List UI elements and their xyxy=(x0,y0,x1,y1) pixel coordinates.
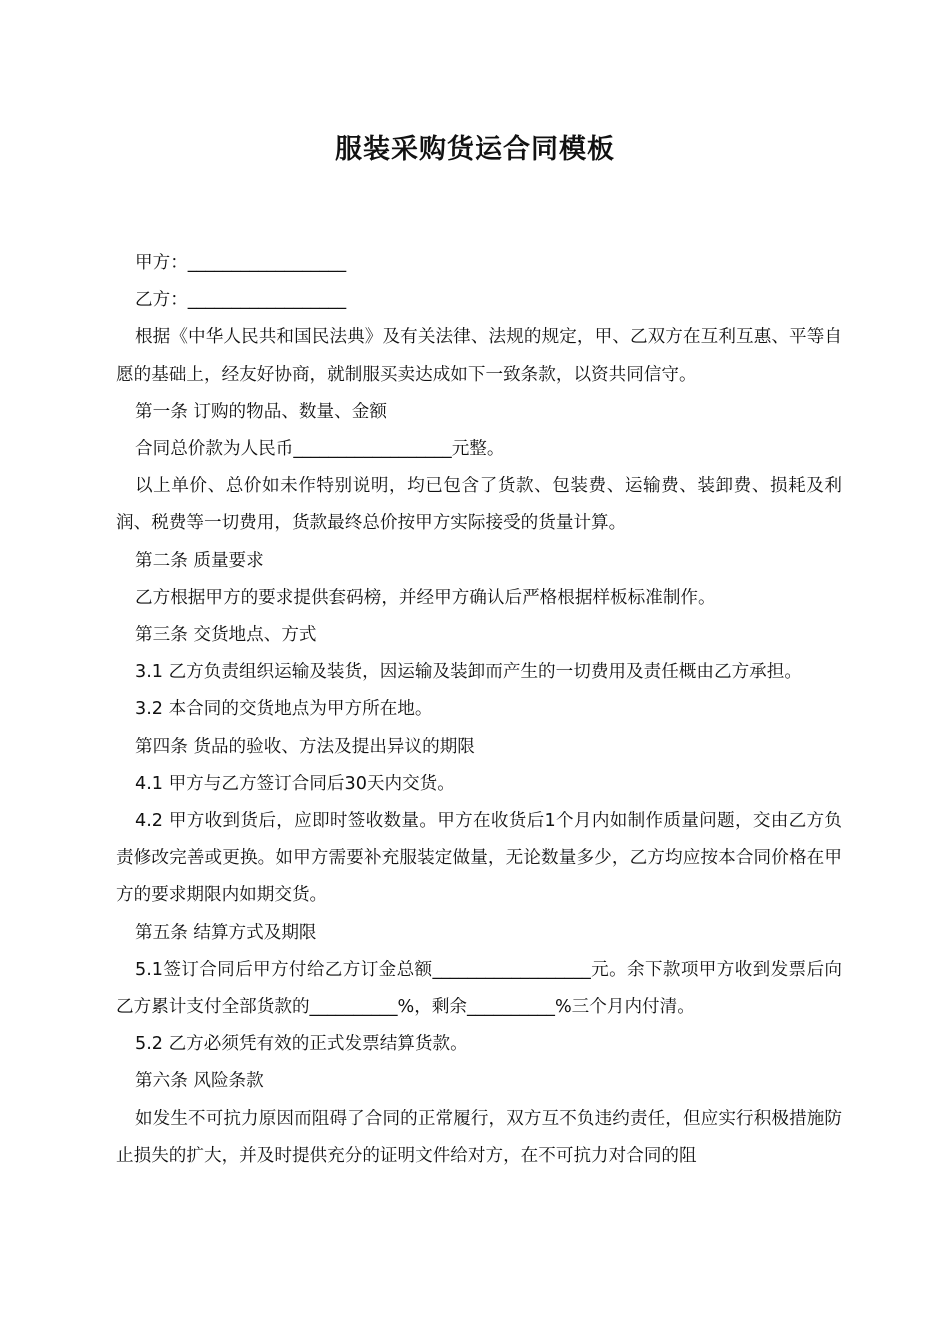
article-4-heading: 第四条 货品的验收、方法及提出异议的期限 xyxy=(135,736,475,757)
force-majeure-paragraph: 如发生不可抗力原因而阻碍了合同的正常履行，双方互不负违约责任，但应实行积极措施防止损失的扩大，并及时提供充分的证明文件给对方，在不可抗力对合同的阻 xyxy=(116,1108,842,1166)
quality-requirement-paragraph: 乙方根据甲方的要求提供套码榜，并经甲方确认后严格根据样板标准制作。 xyxy=(135,587,716,608)
preamble-paragraph: 根据《中华人民共和国民法典》及有关法律、法规的规定，甲、乙双方在互利互惠、平等自愿的基础上，经友好协商，就制服买卖达成如下一致条款，以资共同信守。 xyxy=(116,327,842,385)
clause-3-1: 3.1 乙方负责组织运输及装货，因运输及装卸而产生的一切费用及责任概由乙方承担。 xyxy=(135,662,802,683)
clause-5-1: 5.1签订合同后甲方付给乙方订金总额__________________元。余下款项甲方收到发票后向乙方累计支付全部货款的__________%，剩余__________%三个月内付清。 xyxy=(116,959,842,1018)
article-5-heading: 第五条 结算方式及期限 xyxy=(135,922,317,943)
clause-5-2: 5.2 乙方必须凭有效的正式发票结算货款。 xyxy=(135,1034,468,1055)
contract-body xyxy=(116,245,842,1175)
price-inclusion-paragraph: 以上单价、总价如未作特别说明，均已包含了货款、包装费、运输费、装卸费、损耗及利润、税费等一切费用，货款最终总价按甲方实际接受的货量计算。 xyxy=(116,476,842,534)
clause-4-1: 4.1 甲方与乙方签订合同后30天内交货。 xyxy=(135,773,455,794)
party-a-line: 甲方：__________________ xyxy=(135,253,347,273)
article-6-heading: 第六条 风险条款 xyxy=(135,1071,264,1092)
clause-4-2: 4.2 甲方收到货后，应即时签收数量。甲方在收货后1个月内如制作质量问题，交由乙方负责修改完善或更换。如甲方需要补充服装定做量，无论数量多少，乙方均应按本合同价格在甲方的要求期限内如期交货。 xyxy=(116,811,842,906)
article-1-heading: 第一条 订购的物品、数量、金额 xyxy=(135,401,387,422)
article-3-heading: 第三条 交货地点、方式 xyxy=(135,625,317,646)
total-price-line: 合同总价款为人民币__________________元整。 xyxy=(135,439,505,460)
party-b-line: 乙方：__________________ xyxy=(135,290,347,311)
article-2-heading: 第二条 质量要求 xyxy=(135,550,264,571)
document-title: 服装采购货运合同模板 xyxy=(335,134,615,165)
clause-3-2: 3.2 本合同的交货地点为甲方所在地。 xyxy=(135,699,433,720)
